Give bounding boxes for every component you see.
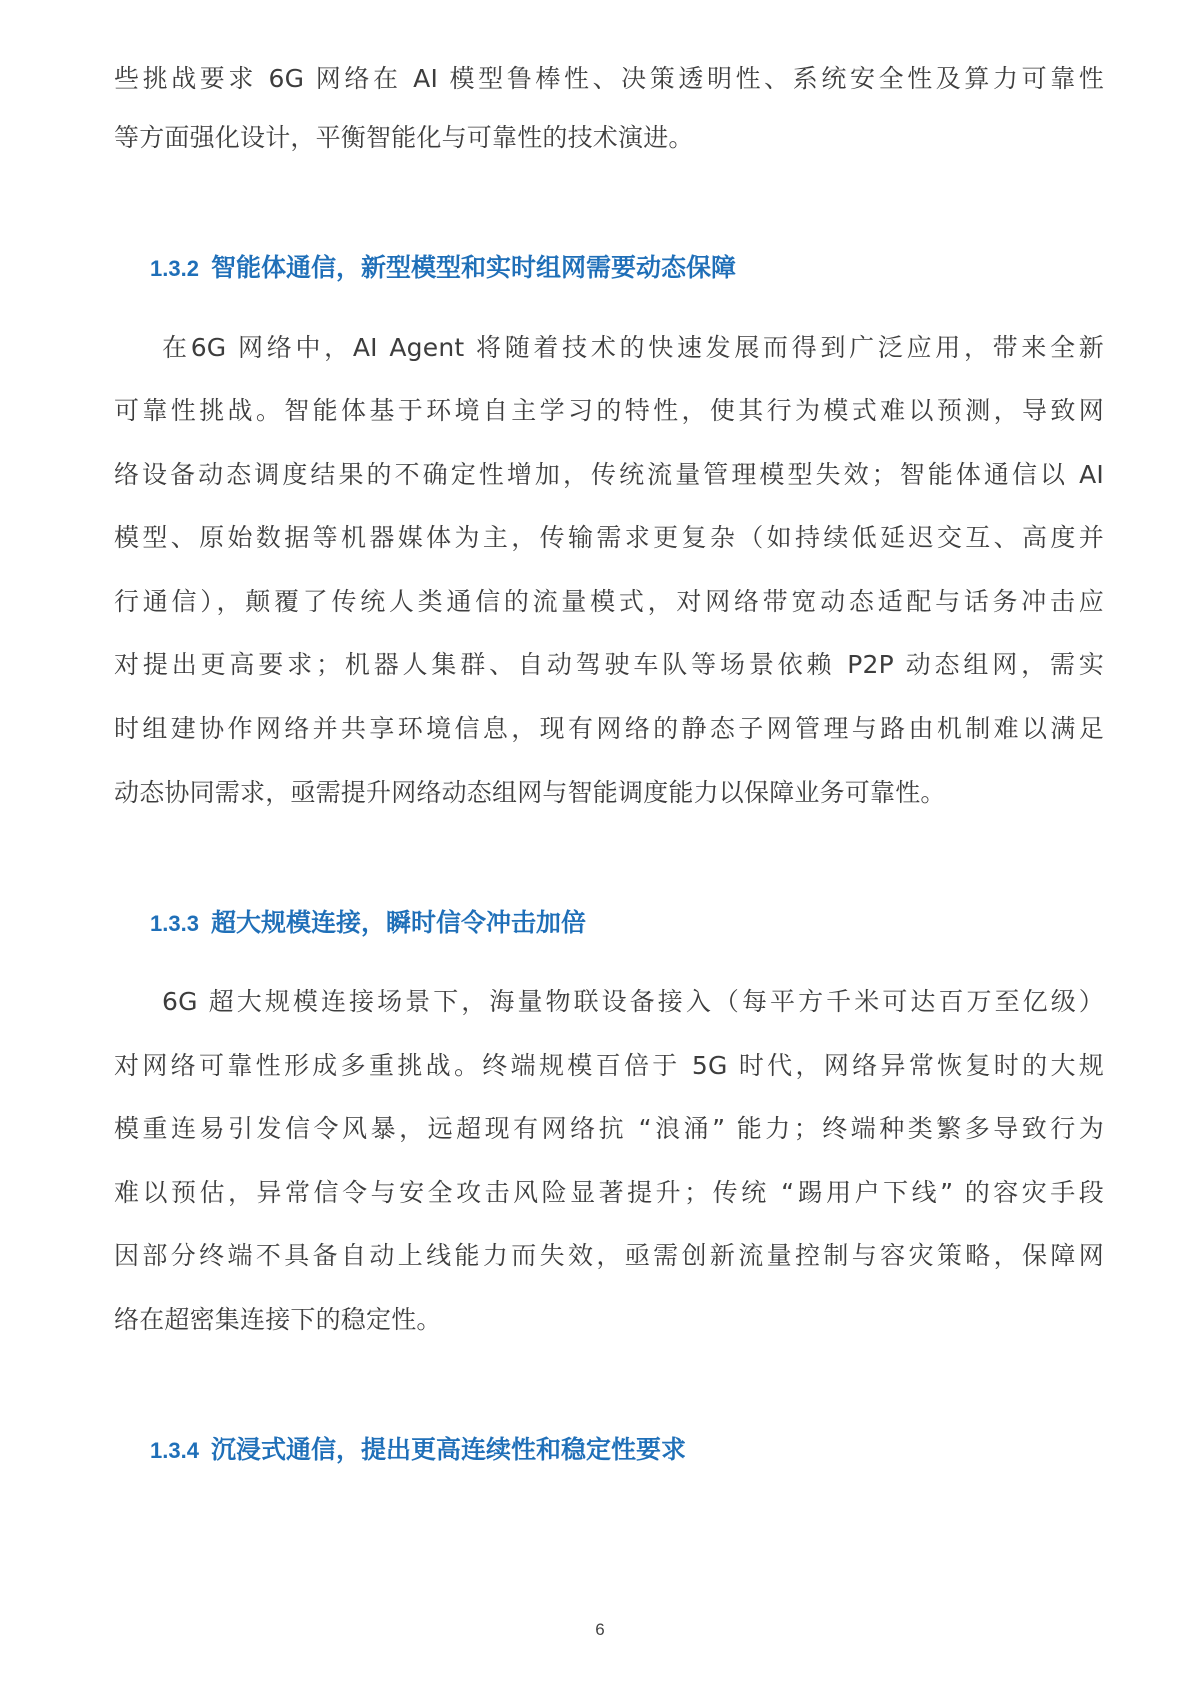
paragraph-line: 可靠性挑战。智能体基于环境自主学习的特性，使其行为模式难以预测，导致网 <box>114 396 1104 425</box>
paragraph-line: 时组建协作网络并共享环境信息，现有网络的静态子网管理与路由机制难以满足 <box>114 714 1104 743</box>
paragraph-line: 因部分终端不具备自动上线能力而失效，亟需创新流量控制与容灾策略，保障网 <box>114 1241 1104 1270</box>
paragraph-line: 在6G 网络中，AI Agent 将随着技术的快速发展而得到广泛应用，带来全新 <box>162 333 1104 362</box>
section-heading-1-3-4 <box>150 1433 686 1468</box>
paragraph-line: 6G 超大规模连接场景下，海量物联设备接入（每平方千米可达百万至亿级） <box>162 987 1104 1016</box>
paragraph-line: 动态协同需求，亟需提升网络动态组网与智能调度能力以保障业务可靠性。 <box>114 778 946 807</box>
paragraph-line: 行通信），颠覆了传统人类通信的流量模式，对网络带宽动态适配与话务冲击应 <box>114 587 1104 616</box>
section-number: 1.3.2 <box>150 256 199 281</box>
paragraph-line: 络在超密集连接下的稳定性。 <box>114 1305 442 1334</box>
section-number: 1.3.3 <box>150 911 199 936</box>
paragraph-line: 对网络可靠性形成多重挑战。终端规模百倍于 5G 时代，网络异常恢复时的大规 <box>114 1051 1104 1080</box>
page-number: 6 <box>595 1620 605 1639</box>
paragraph-line: 络设备动态调度结果的不确定性增加，传统流量管理模型失效；智能体通信以 AI <box>114 460 1104 489</box>
section-heading-1-3-2 <box>150 251 736 286</box>
section-number: 1.3.4 <box>150 1438 199 1463</box>
paragraph-line: 些挑战要求 6G 网络在 AI 模型鲁棒性、决策透明性、系统安全性及算力可靠性 <box>114 64 1104 93</box>
paragraph-line: 等方面强化设计，平衡智能化与可靠性的技术演进。 <box>114 123 694 152</box>
paragraph-line: 对提出更高要求；机器人集群、自动驾驶车队等场景依赖 P2P 动态组网，需实 <box>114 650 1104 679</box>
paragraph-line: 模型、原始数据等机器媒体为主，传输需求更复杂（如持续低延迟交互、高度并 <box>114 523 1104 552</box>
section-heading-1-3-3 <box>150 906 586 941</box>
paragraph-line: 难以预估，异常信令与安全攻击风险显著提升；传统 “踢用户下线” 的容灾手段 <box>114 1178 1104 1207</box>
section-title: 沉浸式通信，提出更高连续性和稳定性要求 <box>210 1435 686 1464</box>
section-title: 智能体通信，新型模型和实时组网需要动态保障 <box>210 253 736 282</box>
paragraph-line: 模重连易引发信令风暴，远超现有网络抗 “浪涌” 能力；终端种类繁多导致行为 <box>114 1114 1104 1143</box>
section-title: 超大规模连接，瞬时信令冲击加倍 <box>210 908 586 937</box>
